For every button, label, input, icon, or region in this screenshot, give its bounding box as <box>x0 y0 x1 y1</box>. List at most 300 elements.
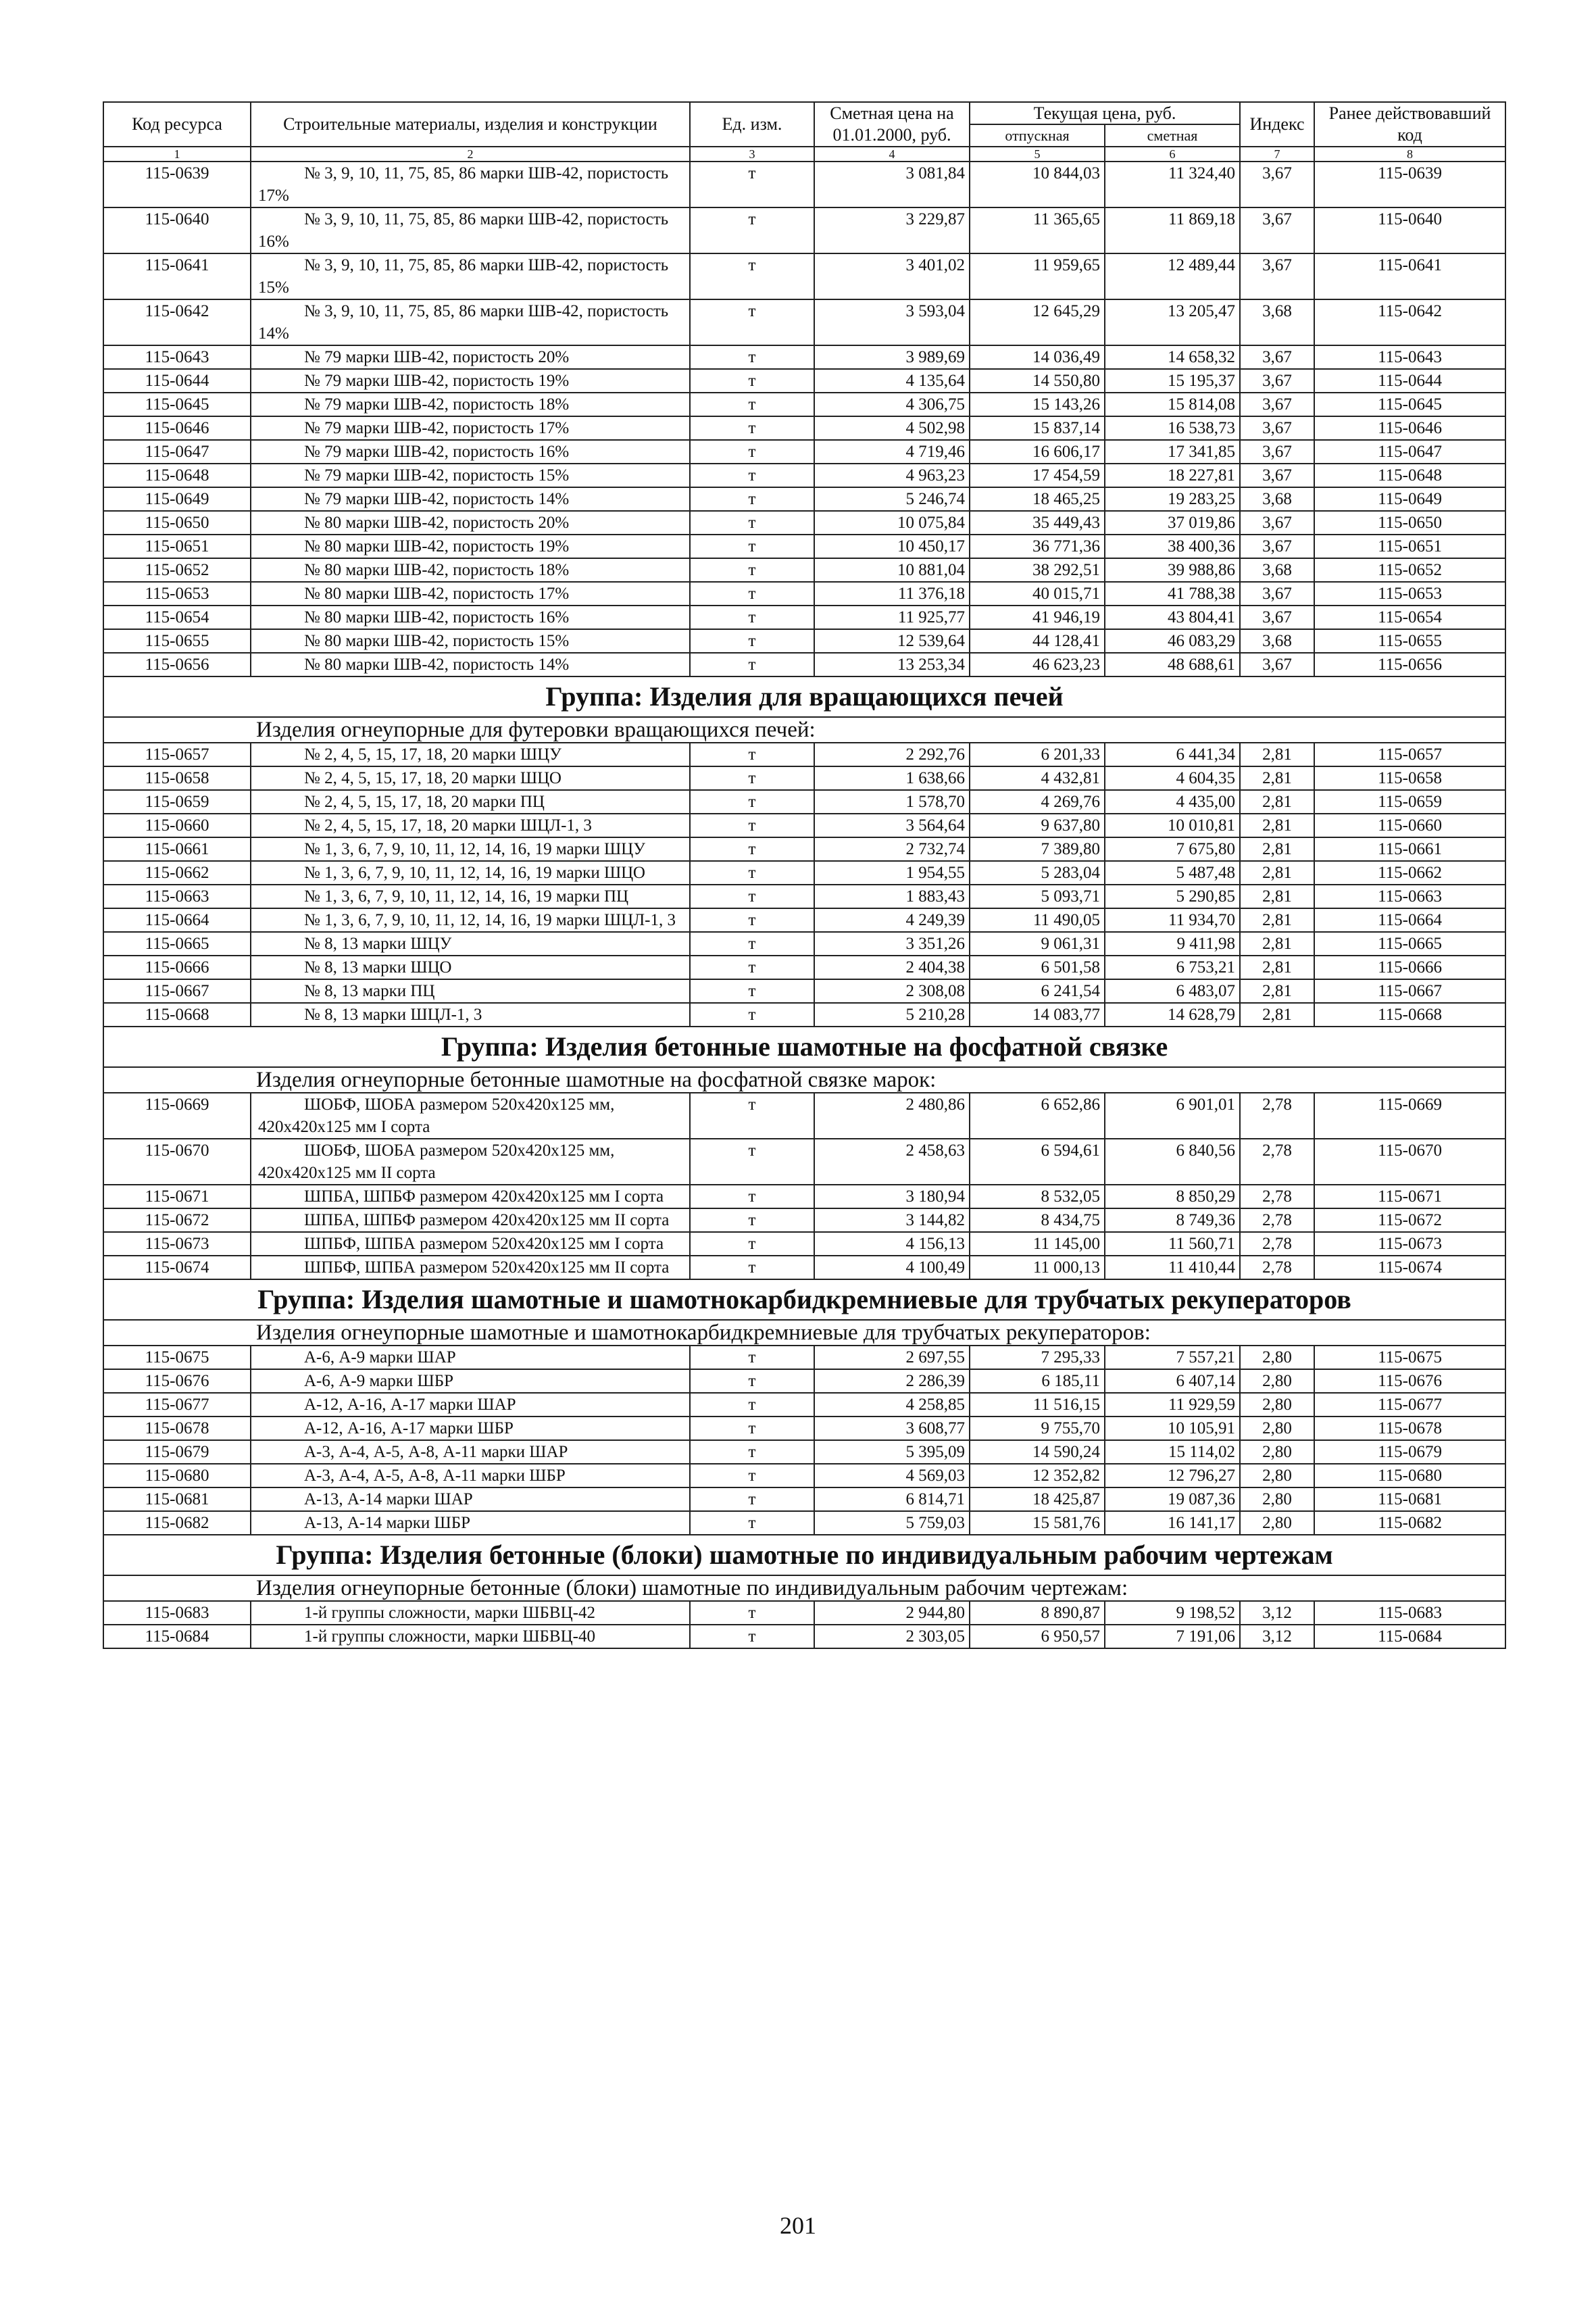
release-price-cell: 9 061,31 <box>970 932 1105 956</box>
index-cell: 2,78 <box>1240 1139 1314 1185</box>
unit-cell: т <box>690 908 814 932</box>
base-price-cell: 2 292,76 <box>814 743 970 766</box>
unit-cell: т <box>690 885 814 908</box>
material-name-cell <box>251 1139 690 1185</box>
estimate-price-cell: 43 804,41 <box>1105 606 1240 629</box>
previous-code-cell: 115-0639 <box>1314 162 1505 207</box>
base-price-cell: 4 502,98 <box>814 416 970 440</box>
resource-code-cell: 115-0661 <box>103 837 251 861</box>
unit-cell: т <box>690 1346 814 1369</box>
table-row <box>103 1417 1505 1440</box>
table-row <box>103 956 1505 979</box>
estimate-price-cell: 7 191,06 <box>1105 1625 1240 1648</box>
estimate-price-cell: 7 557,21 <box>1105 1346 1240 1369</box>
resource-code-cell: 115-0669 <box>103 1093 251 1139</box>
previous-code-cell: 115-0679 <box>1314 1440 1505 1464</box>
resource-code-cell: 115-0653 <box>103 582 251 606</box>
previous-code-cell: 115-0663 <box>1314 885 1505 908</box>
unit-cell: т <box>690 582 814 606</box>
table-body <box>103 162 1505 1648</box>
previous-code-cell: 115-0649 <box>1314 487 1505 511</box>
resource-code-cell: 115-0650 <box>103 511 251 535</box>
estimate-price-cell: 11 560,71 <box>1105 1232 1240 1256</box>
release-price-cell: 14 083,77 <box>970 1003 1105 1027</box>
index-cell: 2,81 <box>1240 814 1314 837</box>
unit-cell: т <box>690 464 814 487</box>
base-price-cell: 3 229,87 <box>814 207 970 253</box>
release-price-cell: 14 550,80 <box>970 369 1105 393</box>
material-name-text: № 79 марки ШВ-42, пористость 19% <box>304 372 570 390</box>
index-cell: 2,81 <box>1240 1003 1314 1027</box>
index-cell: 2,80 <box>1240 1346 1314 1369</box>
release-price-cell: 44 128,41 <box>970 629 1105 653</box>
base-price-cell: 4 258,85 <box>814 1393 970 1417</box>
base-price-cell: 1 578,70 <box>814 790 970 814</box>
table-row <box>103 885 1505 908</box>
material-name-cell <box>251 653 690 676</box>
release-price-cell: 4 269,76 <box>970 790 1105 814</box>
previous-code-cell: 115-0648 <box>1314 464 1505 487</box>
unit-cell: т <box>690 558 814 582</box>
release-price-cell: 40 015,71 <box>970 582 1105 606</box>
unit-cell: т <box>690 162 814 207</box>
estimate-price-cell: 41 788,38 <box>1105 582 1240 606</box>
previous-code-cell: 115-0684 <box>1314 1625 1505 1648</box>
previous-code-cell: 115-0651 <box>1314 535 1505 558</box>
resource-code-cell: 115-0656 <box>103 653 251 676</box>
table-row <box>103 1139 1505 1185</box>
previous-code-cell: 115-0671 <box>1314 1185 1505 1208</box>
base-price-cell: 10 075,84 <box>814 511 970 535</box>
previous-code-cell: 115-0668 <box>1314 1003 1505 1027</box>
resource-code-cell: 115-0657 <box>103 743 251 766</box>
base-price-cell: 4 963,23 <box>814 464 970 487</box>
estimate-price-cell: 39 988,86 <box>1105 558 1240 582</box>
release-price-cell: 46 623,23 <box>970 653 1105 676</box>
page-number: 201 <box>780 2212 816 2239</box>
table-row <box>103 345 1505 369</box>
material-name-cell <box>251 1232 690 1256</box>
estimate-price-cell: 12 489,44 <box>1105 253 1240 299</box>
release-price-cell: 11 516,15 <box>970 1393 1105 1417</box>
index-cell: 2,78 <box>1240 1256 1314 1279</box>
base-price-cell: 5 210,28 <box>814 1003 970 1027</box>
material-name-text: № 2, 4, 5, 15, 17, 18, 20 марки ШЦУ <box>304 745 562 764</box>
release-price-cell: 18 425,87 <box>970 1487 1105 1511</box>
index-cell: 2,78 <box>1240 1208 1314 1232</box>
estimate-price-cell: 7 675,80 <box>1105 837 1240 861</box>
group-heading: Группа: Изделия бетонные (блоки) шамотные по индивидуальным рабочим чертежам <box>103 1535 1505 1575</box>
subgroup-heading: Изделия огнеупорные бетонные шамотные на фосфатной связке марок: <box>103 1067 1505 1093</box>
table-row <box>103 393 1505 416</box>
base-price-cell: 6 814,71 <box>814 1487 970 1511</box>
release-price-cell: 15 143,26 <box>970 393 1105 416</box>
subgroup-heading-row <box>103 717 1505 743</box>
unit-cell: т <box>690 440 814 464</box>
material-name-text: А-13, А-14 марки ШБР <box>304 1514 471 1532</box>
table-row <box>103 487 1505 511</box>
material-name-text: № 80 марки ШВ-42, пористость 20% <box>304 514 570 532</box>
material-name-text: А-6, А-9 марки ШАР <box>304 1348 456 1367</box>
base-price-cell: 3 144,82 <box>814 1208 970 1232</box>
release-price-cell: 15 837,14 <box>970 416 1105 440</box>
index-cell: 2,81 <box>1240 908 1314 932</box>
unit-cell: т <box>690 1440 814 1464</box>
table-row <box>103 790 1505 814</box>
group-heading-row <box>103 1535 1505 1575</box>
base-price-cell: 3 593,04 <box>814 299 970 345</box>
material-name-cell <box>251 369 690 393</box>
material-name-cell <box>251 464 690 487</box>
index-cell: 3,68 <box>1240 487 1314 511</box>
resource-code-cell: 115-0647 <box>103 440 251 464</box>
resource-code-cell: 115-0671 <box>103 1185 251 1208</box>
table-row <box>103 1185 1505 1208</box>
material-name-text: № 80 марки ШВ-42, пористость 17% <box>304 585 570 603</box>
table-row <box>103 369 1505 393</box>
table-row <box>103 1256 1505 1279</box>
index-cell: 3,67 <box>1240 345 1314 369</box>
previous-code-cell: 115-0660 <box>1314 814 1505 837</box>
header-estimate-price: сметная <box>1105 124 1240 147</box>
release-price-cell: 17 454,59 <box>970 464 1105 487</box>
previous-code-cell: 115-0672 <box>1314 1208 1505 1232</box>
price-table <box>103 101 1506 1649</box>
previous-code-cell: 115-0670 <box>1314 1139 1505 1185</box>
column-number: 3 <box>690 147 814 162</box>
material-name-text: № 2, 4, 5, 15, 17, 18, 20 марки ПЦ <box>304 793 545 811</box>
column-number: 6 <box>1105 147 1240 162</box>
unit-cell: т <box>690 511 814 535</box>
release-price-cell: 7 389,80 <box>970 837 1105 861</box>
material-name-cell <box>251 1511 690 1535</box>
index-cell: 3,12 <box>1240 1625 1314 1648</box>
base-price-cell: 2 404,38 <box>814 956 970 979</box>
base-price-cell: 5 759,03 <box>814 1511 970 1535</box>
table-row <box>103 1464 1505 1487</box>
previous-code-cell: 115-0664 <box>1314 908 1505 932</box>
column-number: 4 <box>814 147 970 162</box>
material-name-text: А-3, А-4, А-5, А-8, А-11 марки ШБР <box>304 1467 566 1485</box>
table-row <box>103 743 1505 766</box>
resource-code-cell: 115-0665 <box>103 932 251 956</box>
subgroup-heading-row <box>103 1320 1505 1346</box>
release-price-cell: 5 283,04 <box>970 861 1105 885</box>
index-cell: 3,68 <box>1240 629 1314 653</box>
index-cell: 2,80 <box>1240 1511 1314 1535</box>
previous-code-cell: 115-0655 <box>1314 629 1505 653</box>
release-price-cell: 14 590,24 <box>970 1440 1105 1464</box>
previous-code-cell: 115-0644 <box>1314 369 1505 393</box>
estimate-price-cell: 11 869,18 <box>1105 207 1240 253</box>
previous-code-cell: 115-0646 <box>1314 416 1505 440</box>
subgroup-heading-row <box>103 1067 1505 1093</box>
material-name-cell <box>251 535 690 558</box>
material-name-text: № 80 марки ШВ-42, пористость 16% <box>304 608 570 626</box>
material-name-cell <box>251 1487 690 1511</box>
resource-code-cell: 115-0644 <box>103 369 251 393</box>
table-row <box>103 558 1505 582</box>
material-name-text: № 1, 3, 6, 7, 9, 10, 11, 12, 14, 16, 19 марки ШЦЛ-1, 3 <box>304 911 676 929</box>
table-row <box>103 908 1505 932</box>
release-price-cell: 11 145,00 <box>970 1232 1105 1256</box>
base-price-cell: 4 249,39 <box>814 908 970 932</box>
table-row <box>103 1208 1505 1232</box>
resource-code-cell: 115-0655 <box>103 629 251 653</box>
material-name-cell <box>251 1208 690 1232</box>
estimate-price-cell: 9 198,52 <box>1105 1601 1240 1625</box>
unit-cell: т <box>690 1208 814 1232</box>
unit-cell: т <box>690 487 814 511</box>
release-price-cell: 6 241,54 <box>970 979 1105 1003</box>
material-name-cell <box>251 1417 690 1440</box>
estimate-price-cell: 11 410,44 <box>1105 1256 1240 1279</box>
table-row <box>103 511 1505 535</box>
base-price-cell: 3 180,94 <box>814 1185 970 1208</box>
table-row <box>103 653 1505 676</box>
material-name-cell <box>251 253 690 299</box>
table-row <box>103 932 1505 956</box>
material-name-text: А-6, А-9 марки ШБР <box>304 1372 454 1390</box>
table-row <box>103 606 1505 629</box>
resource-code-cell: 115-0641 <box>103 253 251 299</box>
table-row <box>103 464 1505 487</box>
unit-cell: т <box>690 1185 814 1208</box>
material-name-text: А-13, А-14 марки ШАР <box>304 1490 473 1508</box>
unit-cell: т <box>690 345 814 369</box>
index-cell: 3,68 <box>1240 558 1314 582</box>
table-row <box>103 299 1505 345</box>
index-cell: 2,81 <box>1240 885 1314 908</box>
base-price-cell: 4 569,03 <box>814 1464 970 1487</box>
resource-code-cell: 115-0649 <box>103 487 251 511</box>
material-name-cell <box>251 861 690 885</box>
column-number: 2 <box>251 147 690 162</box>
material-name-text: № 80 марки ШВ-42, пористость 18% <box>304 561 570 579</box>
table-row <box>103 416 1505 440</box>
index-cell: 3,67 <box>1240 253 1314 299</box>
header-base-price: Сметная цена на 01.01.2000, руб. <box>814 102 970 147</box>
table-row <box>103 1232 1505 1256</box>
previous-code-cell: 115-0656 <box>1314 653 1505 676</box>
release-price-cell: 9 637,80 <box>970 814 1105 837</box>
material-name-cell <box>251 885 690 908</box>
material-name-cell <box>251 1003 690 1027</box>
release-price-cell: 15 581,76 <box>970 1511 1105 1535</box>
resource-code-cell: 115-0659 <box>103 790 251 814</box>
estimate-price-cell: 11 934,70 <box>1105 908 1240 932</box>
unit-cell: т <box>690 1487 814 1511</box>
release-price-cell: 11 365,65 <box>970 207 1105 253</box>
material-name-cell <box>251 908 690 932</box>
header-unit: Ед. изм. <box>690 102 814 147</box>
material-name-text: № 2, 4, 5, 15, 17, 18, 20 марки ШЦЛ-1, 3 <box>304 816 592 835</box>
resource-code-cell: 115-0667 <box>103 979 251 1003</box>
index-cell: 2,80 <box>1240 1440 1314 1464</box>
table-row <box>103 861 1505 885</box>
resource-code-cell: 115-0676 <box>103 1369 251 1393</box>
unit-cell: т <box>690 1003 814 1027</box>
material-name-cell <box>251 606 690 629</box>
material-name-text: № 1, 3, 6, 7, 9, 10, 11, 12, 14, 16, 19 марки ПЦ <box>304 887 629 906</box>
unit-cell: т <box>690 766 814 790</box>
previous-code-cell: 115-0661 <box>1314 837 1505 861</box>
material-name-cell <box>251 345 690 369</box>
release-price-cell: 6 594,61 <box>970 1139 1105 1185</box>
estimate-price-cell: 10 010,81 <box>1105 814 1240 837</box>
material-name-cell <box>251 416 690 440</box>
resource-code-cell: 115-0680 <box>103 1464 251 1487</box>
unit-cell: т <box>690 814 814 837</box>
previous-code-cell: 115-0665 <box>1314 932 1505 956</box>
resource-code-cell: 115-0643 <box>103 345 251 369</box>
base-price-cell: 2 480,86 <box>814 1093 970 1139</box>
previous-code-cell: 115-0678 <box>1314 1417 1505 1440</box>
material-name-cell <box>251 393 690 416</box>
previous-code-cell: 115-0643 <box>1314 345 1505 369</box>
release-price-cell: 14 036,49 <box>970 345 1105 369</box>
previous-code-cell: 115-0677 <box>1314 1393 1505 1417</box>
material-name-cell <box>251 207 690 253</box>
base-price-cell: 3 608,77 <box>814 1417 970 1440</box>
material-name-cell <box>251 487 690 511</box>
resource-code-cell: 115-0646 <box>103 416 251 440</box>
group-heading: Группа: Изделия шамотные и шамотнокарбидкремниевые для трубчатых рекуператоров <box>103 1279 1505 1320</box>
material-name-text: № 8, 13 марки ШЦУ <box>304 935 452 953</box>
unit-cell: т <box>690 535 814 558</box>
unit-cell: т <box>690 1232 814 1256</box>
previous-code-cell: 115-0658 <box>1314 766 1505 790</box>
release-price-cell: 6 185,11 <box>970 1369 1105 1393</box>
resource-code-cell: 115-0681 <box>103 1487 251 1511</box>
base-price-cell: 3 564,64 <box>814 814 970 837</box>
material-name-text: 1-й группы сложности, марки ШБВЦ-40 <box>304 1627 595 1646</box>
previous-code-cell: 115-0642 <box>1314 299 1505 345</box>
material-name-cell <box>251 440 690 464</box>
material-name-text: № 79 марки ШВ-42, пористость 14% <box>304 490 570 508</box>
material-name-cell <box>251 299 690 345</box>
unit-cell: т <box>690 253 814 299</box>
previous-code-cell: 115-0653 <box>1314 582 1505 606</box>
release-price-cell: 5 093,71 <box>970 885 1105 908</box>
material-name-text: № 1, 3, 6, 7, 9, 10, 11, 12, 14, 16, 19 марки ШЦО <box>304 864 645 882</box>
release-price-cell: 11 959,65 <box>970 253 1105 299</box>
previous-code-cell: 115-0652 <box>1314 558 1505 582</box>
unit-cell: т <box>690 1256 814 1279</box>
index-cell: 2,81 <box>1240 790 1314 814</box>
index-cell: 2,81 <box>1240 861 1314 885</box>
resource-code-cell: 115-0662 <box>103 861 251 885</box>
estimate-price-cell: 6 407,14 <box>1105 1369 1240 1393</box>
material-name-text: № 1, 3, 6, 7, 9, 10, 11, 12, 14, 16, 19 марки ШЦУ <box>304 840 645 858</box>
release-price-cell: 41 946,19 <box>970 606 1105 629</box>
table-row <box>103 1601 1505 1625</box>
table-row <box>103 1393 1505 1417</box>
column-number: 8 <box>1314 147 1505 162</box>
previous-code-cell: 115-0681 <box>1314 1487 1505 1511</box>
material-name-text: ШОБФ, ШОБА размером 520х420х125 мм, 420х420х125 мм I сорта <box>258 1096 615 1136</box>
base-price-cell: 2 697,55 <box>814 1346 970 1369</box>
base-price-cell: 2 944,80 <box>814 1601 970 1625</box>
material-name-cell <box>251 1185 690 1208</box>
index-cell: 2,81 <box>1240 956 1314 979</box>
material-name-text: А-12, А-16, А-17 марки ШАР <box>304 1396 516 1414</box>
base-price-cell: 2 286,39 <box>814 1369 970 1393</box>
unit-cell: т <box>690 1393 814 1417</box>
resource-code-cell: 115-0645 <box>103 393 251 416</box>
material-name-text: № 79 марки ШВ-42, пористость 18% <box>304 395 570 414</box>
price-table-sheet <box>103 101 1505 1649</box>
table-row <box>103 629 1505 653</box>
base-price-cell: 11 925,77 <box>814 606 970 629</box>
release-price-cell: 8 434,75 <box>970 1208 1105 1232</box>
release-price-cell: 8 890,87 <box>970 1601 1105 1625</box>
previous-code-cell: 115-0674 <box>1314 1256 1505 1279</box>
resource-code-cell: 115-0663 <box>103 885 251 908</box>
material-name-text: № 8, 13 марки ШЦЛ-1, 3 <box>304 1006 482 1024</box>
release-price-cell: 6 950,57 <box>970 1625 1105 1648</box>
unit-cell: т <box>690 653 814 676</box>
header-row <box>103 102 1505 124</box>
estimate-price-cell: 14 658,32 <box>1105 345 1240 369</box>
material-name-cell <box>251 511 690 535</box>
material-name-cell <box>251 814 690 837</box>
index-cell: 3,12 <box>1240 1601 1314 1625</box>
estimate-price-cell: 16 538,73 <box>1105 416 1240 440</box>
release-price-cell: 6 201,33 <box>970 743 1105 766</box>
estimate-price-cell: 16 141,17 <box>1105 1511 1240 1535</box>
material-name-cell <box>251 790 690 814</box>
unit-cell: т <box>690 956 814 979</box>
group-heading: Группа: Изделия бетонные шамотные на фосфатной связке <box>103 1027 1505 1067</box>
index-cell: 2,80 <box>1240 1369 1314 1393</box>
resource-code-cell: 115-0642 <box>103 299 251 345</box>
material-name-text: № 79 марки ШВ-42, пористость 16% <box>304 443 570 461</box>
base-price-cell: 13 253,34 <box>814 653 970 676</box>
unit-cell: т <box>690 629 814 653</box>
material-name-text: № 3, 9, 10, 11, 75, 85, 86 марки ШВ-42, пористость 17% <box>258 164 669 205</box>
base-price-cell: 3 351,26 <box>814 932 970 956</box>
previous-code-cell: 115-0676 <box>1314 1369 1505 1393</box>
material-name-text: ШПБА, ШПБФ размером 420х420х125 мм II сорта <box>304 1211 670 1229</box>
unit-cell: т <box>690 393 814 416</box>
previous-code-cell: 115-0675 <box>1314 1346 1505 1369</box>
table-row <box>103 979 1505 1003</box>
unit-cell: т <box>690 1464 814 1487</box>
material-name-cell <box>251 1093 690 1139</box>
release-price-cell: 12 645,29 <box>970 299 1105 345</box>
estimate-price-cell: 14 628,79 <box>1105 1003 1240 1027</box>
material-name-text: № 8, 13 марки ПЦ <box>304 982 435 1000</box>
previous-code-cell: 115-0673 <box>1314 1232 1505 1256</box>
estimate-price-cell: 15 814,08 <box>1105 393 1240 416</box>
resource-code-cell: 115-0658 <box>103 766 251 790</box>
base-price-cell: 4 100,49 <box>814 1256 970 1279</box>
material-name-text: А-3, А-4, А-5, А-8, А-11 марки ШАР <box>304 1443 568 1461</box>
material-name-text: № 2, 4, 5, 15, 17, 18, 20 марки ШЦО <box>304 769 562 787</box>
unit-cell: т <box>690 1601 814 1625</box>
estimate-price-cell: 12 796,27 <box>1105 1464 1240 1487</box>
estimate-price-cell: 38 400,36 <box>1105 535 1240 558</box>
unit-cell: т <box>690 1625 814 1648</box>
release-price-cell: 11 490,05 <box>970 908 1105 932</box>
unit-cell: т <box>690 416 814 440</box>
group-heading: Группа: Изделия для вращающихся печей <box>103 676 1505 717</box>
resource-code-cell: 115-0664 <box>103 908 251 932</box>
base-price-cell: 3 989,69 <box>814 345 970 369</box>
table-row <box>103 162 1505 207</box>
resource-code-cell: 115-0672 <box>103 1208 251 1232</box>
